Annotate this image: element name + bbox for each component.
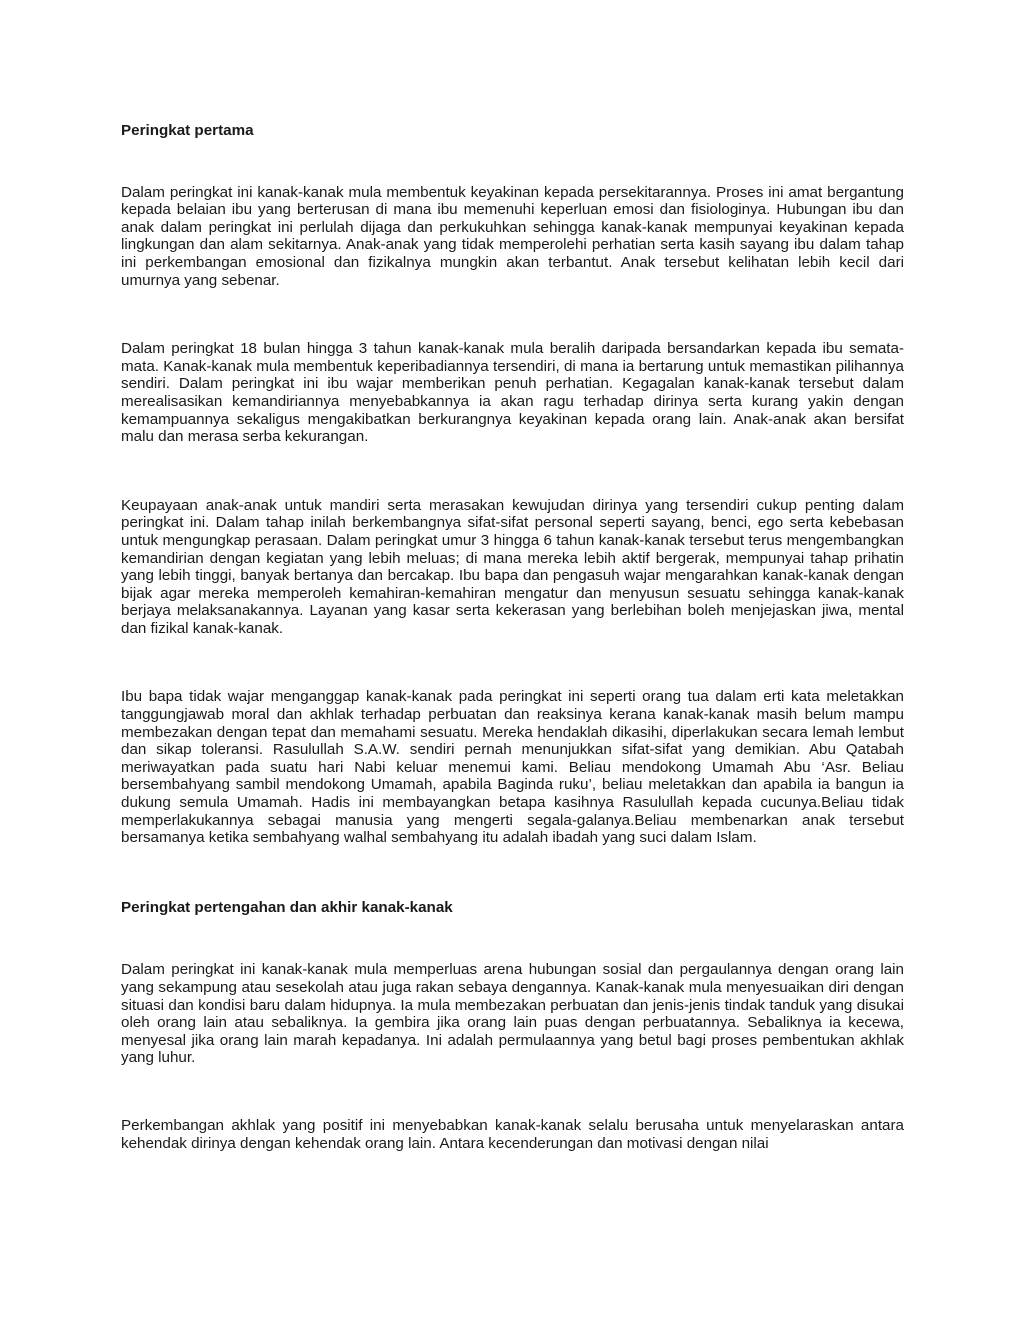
section-heading-peringkat-pertama: Peringkat pertama bbox=[121, 122, 254, 139]
paragraph: Keupayaan anak-anak untuk mandiri serta merasakan kewujudan dirinya yang tersendiri cukup penting dalam peringkat ini. Dalam tahap inilah berkembangnya sifat-sifat personal seperti sayang, benci, ego serta kebebasan untuk mengungkap perasaan. Dalam peringkat umur 3 hingga 6 tahun kanak-kanak tersebut terus mengembangkan kemandirian dengan kegiatan yang lebih meluas; di mana mereka lebih aktif bergerak, mempunyai tahap prihatin yang lebih tinggi, banyak bertanya dan bercakap. Ibu bapa dan pengasuh wajar mengarahkan kanak-kanak dengan bijak agar mereka memperoleh kemahiran-kemahiran mengatur dan menyusun sesuatu sehingga kanak-kanak berjaya melaksanakannya. Layanan yang kasar serta kekerasan yang berlebihan boleh menjejaskan jiwa, mental dan fizikal kanak-kanak. bbox=[121, 496, 904, 637]
paragraph: Ibu bapa tidak wajar menganggap kanak-kanak pada peringkat ini seperti orang tua dalam erti kata meletakkan tanggungjawab moral dan akhlak terhadap perbuatan dan reaksinya kerana kanak-kanak masih belum mampu membezakan dengan tepat dan memahami sesuatu. Mereka hendaklah dikasihi, diperlakukan secara lemah lembut dan sikap toleransi. Rasulullah S.A.W. sendiri pernah menunjukkan sifat-sifat yang demikian. Abu Qatabah meriwayatkan pada suatu hari Nabi keluar menemui kami. Beliau mendokong Umamah Abu ‘Asr. Beliau bersembahyang sambil mendokong Umamah, apabila Baginda ruku’, beliau meletakkan dan apabila ia bangun ia dukung semula Umamah. Hadis ini membayangkan betapa kasihnya Rasulullah kepada cucunya.Beliau tidak memperlakukannya sebagai manusia yang mengerti segala-galanya.Beliau membenarkan anak tersebut bersamanya ketika sembahyang walhal sembahyang itu adalah ibadah yang suci dalam Islam. bbox=[121, 688, 904, 847]
paragraph: Dalam peringkat 18 bulan hingga 3 tahun kanak-kanak mula beralih daripada bersandarkan kepada ibu semata-mata. Kanak-kanak mula membentuk keperibadiannya tersendiri, di mana ia bertarung untuk memastikan pilihannya sendiri. Dalam peringkat ini ibu wajar memberikan penuh perhatian. Kegagalan kanak-kanak tersebut dalam merealisasikan kemandiriannya menyebabkannya ia akan ragu terhadap dirinya serta kurang yakin dengan kemampuannya sekaligus mengakibatkan berkurangnya keyakinan kepada orang lain. Anak-anak akan bersifat malu dan merasa serba kekurangan. bbox=[121, 340, 904, 446]
paragraph: Dalam peringkat ini kanak-kanak mula memperluas arena hubungan sosial dan pergaulannya dengan orang lain yang sekampung atau sesekolah atau juga rakan sebaya dengannya. Kanak-kanak mula menyesuaikan diri dengan situasi dan kondisi baru dalam hidupnya. Ia mula membezakan perbuatan dan jenis-jenis tindak tanduk yang disukai oleh orang lain atau sebaliknya. Ia gembira jika orang lain puas dengan perbuatannya. Sebaliknya ia kecewa, menyesal jika orang lain marah kepadanya. Ini adalah permulaannya yang betul bagi proses pembentukan akhlak yang luhur. bbox=[121, 961, 904, 1067]
paragraph: Perkembangan akhlak yang positif ini menyebabkan kanak-kanak selalu berusaha untuk menyelaraskan antara kehendak dirinya dengan kehendak orang lain. Antara kecenderungan dan motivasi dengan nilai bbox=[121, 1116, 904, 1152]
section-heading-peringkat-pertengahan: Peringkat pertengahan dan akhir kanak-kanak bbox=[121, 898, 453, 916]
paragraph: Dalam peringkat ini kanak-kanak mula membentuk keyakinan kepada persekitarannya. Proses ini amat bergantung kepada belaian ibu yang berterusan di mana ibu memenuhi keperluan emosi dan fisiologinya. Hubungan ibu dan anak dalam peringkat ini perlulah dijaga dan perkukuhkan sehingga kanak-kanak mempunyai keyakinan kepada lingkungan dan alam sekitarnya. Anak-anak yang tidak memperolehi perhatian serta kasih sayang ibu dalam tahap ini perkembangan emosional dan fizikalnya mungkin akan terbantut. Anak tersebut kelihatan lebih kecil dari umurnya yang sebenar. bbox=[121, 183, 904, 289]
document-page bbox=[121, 118, 904, 1152]
